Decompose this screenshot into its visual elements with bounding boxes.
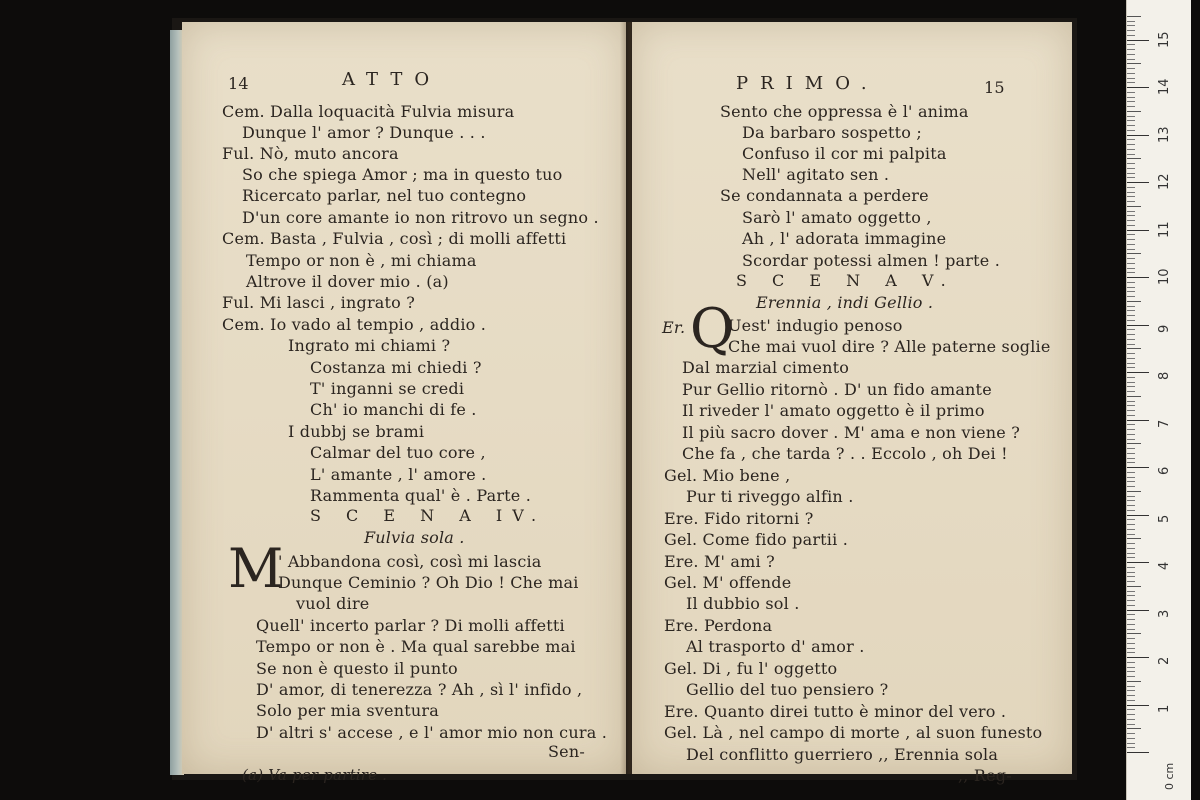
ruler-tick bbox=[1127, 472, 1135, 473]
text-line: Rammenta qual' è . Parte . bbox=[310, 486, 532, 505]
ruler-tick bbox=[1127, 695, 1135, 696]
ruler-tick bbox=[1127, 553, 1135, 554]
ruler-tick bbox=[1127, 510, 1135, 511]
ruler-tick bbox=[1127, 477, 1135, 478]
ruler-number: 3 bbox=[1157, 609, 1172, 618]
drop-capital: Q bbox=[690, 297, 735, 360]
ruler-tick bbox=[1127, 538, 1141, 539]
ruler-tick bbox=[1127, 662, 1135, 663]
ruler-number: 1 bbox=[1157, 704, 1172, 713]
text-line: Tempo or non è , mi chiama bbox=[246, 251, 477, 270]
ruler-tick bbox=[1127, 168, 1135, 169]
ruler-tick bbox=[1127, 82, 1135, 83]
ruler-tick bbox=[1127, 225, 1135, 226]
ruler-tick bbox=[1127, 515, 1149, 516]
ruler-tick bbox=[1127, 424, 1135, 425]
text-line: Del conflitto guerriero ,, Erennia sola bbox=[686, 745, 999, 764]
ruler-tick bbox=[1127, 239, 1135, 240]
ruler-tick bbox=[1127, 234, 1135, 235]
ruler-tick bbox=[1127, 348, 1141, 349]
text-line: L' amante , l' amore . bbox=[310, 465, 487, 484]
ruler-number: 7 bbox=[1157, 419, 1172, 428]
ruler-tick bbox=[1127, 101, 1135, 102]
text-line: Gel. Là , nel campo di morte , al suon funesto bbox=[664, 723, 1043, 742]
ruler-tick bbox=[1127, 567, 1135, 568]
ruler-number: 8 bbox=[1157, 371, 1172, 380]
ruler-number: 10 bbox=[1157, 268, 1172, 285]
catchword: ,, Reg- bbox=[958, 766, 1012, 785]
ruler-tick bbox=[1127, 534, 1135, 535]
text-line: Dunque l' amor ? Dunque . . . bbox=[242, 123, 486, 142]
ruler-tick bbox=[1127, 686, 1135, 687]
ruler-tick bbox=[1127, 125, 1135, 126]
text-line: Gel. Mio bene , bbox=[664, 466, 791, 485]
text-line: Solo per mia sventura bbox=[256, 701, 439, 720]
ruler-tick bbox=[1127, 548, 1135, 549]
ruler-tick bbox=[1127, 671, 1135, 672]
text-line: So che spiega Amor ; ma in questo tuo bbox=[242, 165, 563, 184]
ruler-tick bbox=[1127, 529, 1135, 530]
ruler-tick bbox=[1127, 40, 1149, 41]
ruler-number: 15 bbox=[1157, 30, 1172, 48]
ruler-tick bbox=[1127, 358, 1135, 359]
ruler-tick bbox=[1127, 87, 1149, 88]
ruler-tick bbox=[1127, 467, 1149, 468]
text-line: Se condannata a perdere bbox=[720, 186, 929, 205]
ruler-tick bbox=[1127, 614, 1135, 615]
ruler-tick bbox=[1127, 453, 1135, 454]
ruler-tick bbox=[1127, 690, 1135, 691]
ruler-tick bbox=[1127, 367, 1135, 368]
ruler-tick bbox=[1127, 220, 1135, 221]
text-line: Pur ti riveggo alfin . bbox=[686, 487, 854, 506]
ruler-tick bbox=[1127, 415, 1135, 416]
ruler-tick bbox=[1127, 272, 1135, 273]
ruler-tick bbox=[1127, 752, 1149, 753]
text-line: Ingrato mi chiami ? bbox=[288, 336, 451, 355]
ruler-tick bbox=[1127, 562, 1149, 563]
ruler-tick bbox=[1127, 681, 1141, 682]
ruler-number: 13 bbox=[1157, 125, 1172, 143]
ruler-tick bbox=[1127, 163, 1135, 164]
text-line: Ful. Mi lasci , ingrato ? bbox=[222, 293, 416, 312]
ruler-tick bbox=[1127, 144, 1135, 145]
ruler-tick bbox=[1127, 154, 1135, 155]
ruler-tick bbox=[1127, 139, 1135, 140]
ruler-tick bbox=[1127, 738, 1135, 739]
ruler-tick bbox=[1127, 296, 1135, 297]
ruler-number: 12 bbox=[1157, 173, 1172, 190]
ruler-tick bbox=[1127, 724, 1135, 725]
ruler-tick bbox=[1127, 201, 1135, 202]
text-line: Costanza mi chiedi ? bbox=[310, 358, 482, 377]
text-line: Ricercato parlar, nel tuo contegno bbox=[242, 186, 527, 205]
ruler-tick bbox=[1127, 363, 1135, 364]
catchword: Sen- bbox=[548, 742, 585, 761]
ruler-tick bbox=[1127, 310, 1135, 311]
ruler-tick bbox=[1127, 595, 1135, 596]
ruler-tick bbox=[1127, 747, 1135, 748]
ruler-tick bbox=[1127, 320, 1135, 321]
ruler-tick bbox=[1127, 230, 1149, 231]
text-line: Cem. Io vado al tempio , addio . bbox=[222, 315, 487, 334]
text-line: vuol dire bbox=[296, 594, 370, 613]
ruler-tick bbox=[1127, 339, 1135, 340]
ruler-tick bbox=[1127, 68, 1135, 69]
text-line: ' Abbandona così, così mi lascia bbox=[278, 552, 542, 571]
ruler-tick bbox=[1127, 619, 1135, 620]
text-line: Altrove il dover mio . (a) bbox=[246, 272, 449, 291]
ruler-tick bbox=[1127, 714, 1135, 715]
ruler-tick bbox=[1127, 211, 1135, 212]
ruler-tick bbox=[1127, 120, 1135, 121]
text-line: Il più sacro dover . M' ama e non viene ? bbox=[682, 423, 1020, 442]
text-line: Se non è questo il punto bbox=[256, 659, 458, 678]
ruler-tick bbox=[1127, 610, 1149, 611]
scene-characters: Fulvia sola . bbox=[364, 528, 465, 547]
ruler-tick bbox=[1127, 462, 1135, 463]
ruler-tick bbox=[1127, 401, 1135, 402]
ruler-tick bbox=[1127, 519, 1135, 520]
ruler-tick bbox=[1127, 192, 1135, 193]
ruler-tick bbox=[1127, 439, 1135, 440]
ruler-tick bbox=[1127, 35, 1135, 36]
ruler-tick bbox=[1127, 215, 1135, 216]
ruler-tick bbox=[1127, 196, 1135, 197]
text-line: T' inganni se credi bbox=[310, 379, 465, 398]
ruler-tick bbox=[1127, 728, 1141, 729]
ruler-tick bbox=[1127, 21, 1135, 22]
text-line: Gel. Di , fu l' oggetto bbox=[664, 659, 838, 678]
text-line: Da barbaro sospetto ; bbox=[742, 123, 922, 142]
scene-heading: S C E N A IV. bbox=[310, 506, 547, 525]
measuring-ruler bbox=[1126, 0, 1191, 800]
ruler-tick bbox=[1127, 496, 1135, 497]
ruler-tick bbox=[1127, 405, 1135, 406]
ruler-tick bbox=[1127, 106, 1135, 107]
ruler-tick bbox=[1127, 92, 1135, 93]
ruler-tick bbox=[1127, 386, 1135, 387]
ruler-tick bbox=[1127, 59, 1135, 60]
ruler-tick bbox=[1127, 344, 1135, 345]
ruler-tick bbox=[1127, 486, 1135, 487]
ruler-tick bbox=[1127, 605, 1135, 606]
text-line: Sarò l' amato oggetto , bbox=[742, 208, 932, 227]
text-line: Cem. Basta , Fulvia , così ; di molli affetti bbox=[222, 229, 567, 248]
ruler-tick bbox=[1127, 633, 1141, 634]
ruler-tick bbox=[1127, 429, 1135, 430]
ruler-tick bbox=[1127, 600, 1135, 601]
ruler-tick bbox=[1127, 206, 1141, 207]
ruler-number: 2 bbox=[1157, 656, 1172, 665]
ruler-tick bbox=[1127, 377, 1135, 378]
ruler-tick bbox=[1127, 135, 1149, 136]
ruler-tick bbox=[1127, 733, 1135, 734]
text-line: Ful. Nò, muto ancora bbox=[222, 144, 399, 163]
ruler-tick bbox=[1127, 158, 1141, 159]
ruler-tick bbox=[1127, 643, 1135, 644]
ruler-tick bbox=[1127, 116, 1135, 117]
ruler-tick bbox=[1127, 443, 1141, 444]
ruler-tick bbox=[1127, 700, 1135, 701]
ruler-tick bbox=[1127, 173, 1135, 174]
ruler-tick bbox=[1127, 25, 1135, 26]
text-line: Quell' incerto parlar ? Di molli affetti bbox=[256, 616, 565, 635]
ruler-tick bbox=[1127, 572, 1135, 573]
ruler-tick bbox=[1127, 524, 1135, 525]
ruler-tick bbox=[1127, 149, 1135, 150]
ruler-tick bbox=[1127, 657, 1149, 658]
text-line: Gellio del tuo pensiero ? bbox=[686, 680, 889, 699]
text-line: Al trasporto d' amor . bbox=[686, 637, 865, 656]
ruler-number: 4 bbox=[1157, 561, 1172, 570]
ruler-tick bbox=[1127, 282, 1135, 283]
ruler-tick bbox=[1127, 505, 1135, 506]
ruler-tick bbox=[1127, 709, 1135, 710]
text-line: Gel. M' offende bbox=[664, 573, 792, 592]
text-line: Che mai vuol dire ? Alle paterne soglie bbox=[728, 337, 1051, 356]
ruler-tick bbox=[1127, 268, 1135, 269]
ruler-tick bbox=[1127, 382, 1135, 383]
text-line: Dunque Ceminio ? Oh Dio ! Che mai bbox=[278, 573, 579, 592]
ruler-tick bbox=[1127, 629, 1135, 630]
text-line: Sento che oppressa è l' anima bbox=[720, 102, 969, 121]
ruler-tick bbox=[1127, 557, 1135, 558]
ruler-tick bbox=[1127, 329, 1135, 330]
ruler-number: 11 bbox=[1157, 220, 1172, 238]
page-number: 15 bbox=[984, 78, 1005, 97]
page-number: 14 bbox=[228, 74, 249, 93]
text-line: Che fa , che tarda ? . . Eccolo , oh Dei ! bbox=[682, 444, 1008, 463]
text-line: Ch' io manchi di fe . bbox=[310, 400, 477, 419]
ruler-tick bbox=[1127, 249, 1135, 250]
ruler-tick bbox=[1127, 49, 1135, 50]
text-line: D' amor, di tenerezza ? Ah , sì l' infido , bbox=[256, 680, 583, 699]
ruler-tick bbox=[1127, 434, 1135, 435]
ruler-unit-label: 0 cm bbox=[1163, 762, 1176, 790]
ruler-tick bbox=[1127, 743, 1135, 744]
text-line: Il riveder l' amato oggetto è il primo bbox=[682, 401, 985, 420]
text-line: Cem. Dalla loquacità Fulvia misura bbox=[222, 102, 515, 121]
ruler-tick bbox=[1127, 277, 1149, 278]
speaker-label: Er. bbox=[662, 318, 686, 337]
ruler-tick bbox=[1127, 410, 1135, 411]
footnote: (a) Va per partire . bbox=[242, 766, 388, 784]
ruler-tick bbox=[1127, 458, 1135, 459]
ruler-tick bbox=[1127, 543, 1135, 544]
ruler-tick bbox=[1127, 420, 1149, 421]
text-line: Ere. Fido ritorni ? bbox=[664, 509, 814, 528]
text-line: Gel. Come fido partii . bbox=[664, 530, 849, 549]
ruler-tick bbox=[1127, 481, 1135, 482]
right-page bbox=[632, 22, 1072, 785]
ruler-tick bbox=[1127, 591, 1135, 592]
ruler-tick bbox=[1127, 500, 1135, 501]
text-line: Ah , l' adorata immagine bbox=[742, 229, 947, 248]
ruler-tick bbox=[1127, 676, 1135, 677]
ruler-number: 14 bbox=[1157, 78, 1172, 95]
ruler-tick bbox=[1127, 258, 1135, 259]
ruler-tick bbox=[1127, 491, 1141, 492]
text-line: Ere. M' ami ? bbox=[664, 552, 775, 571]
ruler-tick bbox=[1127, 315, 1135, 316]
left-page bbox=[182, 22, 626, 784]
ruler-tick bbox=[1127, 44, 1135, 45]
ruler-tick bbox=[1127, 334, 1135, 335]
ruler-tick bbox=[1127, 648, 1135, 649]
text-line: Tempo or non è . Ma qual sarebbe mai bbox=[256, 637, 576, 656]
running-head: PRIMO. bbox=[736, 73, 879, 94]
ruler-tick bbox=[1127, 253, 1141, 254]
ruler-tick bbox=[1127, 182, 1149, 183]
text-line: Calmar del tuo core , bbox=[310, 443, 486, 462]
ruler-tick bbox=[1127, 306, 1135, 307]
ruler-tick bbox=[1127, 301, 1141, 302]
text-line: Confuso il cor mi palpita bbox=[742, 144, 947, 163]
text-line: Scordar potessi almen ! parte . bbox=[742, 251, 1001, 270]
ruler-tick bbox=[1127, 638, 1135, 639]
ruler-number: 5 bbox=[1157, 514, 1172, 523]
ruler-tick bbox=[1127, 586, 1141, 587]
text-line: D' altri s' accese , e l' amor mio non cura . bbox=[256, 723, 608, 742]
text-line: Ere. Perdona bbox=[664, 616, 773, 635]
ruler-tick bbox=[1127, 448, 1135, 449]
ruler-tick bbox=[1127, 667, 1135, 668]
ruler-tick bbox=[1127, 63, 1141, 64]
ruler-tick bbox=[1127, 54, 1135, 55]
ruler-tick bbox=[1127, 130, 1135, 131]
ruler-tick bbox=[1127, 97, 1135, 98]
ruler-tick bbox=[1127, 581, 1135, 582]
ruler-tick bbox=[1127, 391, 1135, 392]
ruler-tick bbox=[1127, 16, 1141, 17]
text-line: I dubbj se brami bbox=[288, 422, 425, 441]
ruler-number: 6 bbox=[1157, 466, 1172, 475]
scene-heading: S C E N A V. bbox=[736, 271, 956, 290]
text-line: Uest' indugio penoso bbox=[728, 316, 903, 335]
ruler-tick bbox=[1127, 78, 1135, 79]
ruler-tick bbox=[1127, 263, 1135, 264]
ruler-tick bbox=[1127, 372, 1149, 373]
text-line: D'un core amante io non ritrovo un segno . bbox=[242, 208, 599, 227]
ruler-tick bbox=[1127, 291, 1135, 292]
ruler-tick bbox=[1127, 576, 1135, 577]
ruler-tick bbox=[1127, 73, 1135, 74]
text-line: Dal marzial cimento bbox=[682, 358, 850, 377]
text-line: Pur Gellio ritornò . D' un fido amante bbox=[682, 380, 992, 399]
ruler-tick bbox=[1127, 652, 1135, 653]
text-line: Il dubbio sol . bbox=[686, 594, 800, 613]
ruler-tick bbox=[1127, 624, 1135, 625]
running-head: ATTO bbox=[342, 69, 442, 90]
ruler-tick bbox=[1127, 325, 1149, 326]
ruler-tick bbox=[1127, 705, 1149, 706]
ruler-tick bbox=[1127, 177, 1135, 178]
ruler-number: 9 bbox=[1157, 324, 1172, 333]
text-line: Ere. Quanto direi tutto è minor del vero . bbox=[664, 702, 1007, 721]
ruler-tick bbox=[1127, 111, 1141, 112]
drop-capital: M bbox=[228, 537, 284, 600]
ruler-tick bbox=[1127, 187, 1135, 188]
ruler-tick bbox=[1127, 30, 1135, 31]
ruler-tick bbox=[1127, 244, 1135, 245]
ruler-tick bbox=[1127, 719, 1135, 720]
ruler-tick bbox=[1127, 396, 1141, 397]
scene-characters: Erennia , indi Gellio . bbox=[756, 293, 934, 312]
ruler-tick bbox=[1127, 353, 1135, 354]
ruler-tick bbox=[1127, 287, 1135, 288]
text-line: Nell' agitato sen . bbox=[742, 165, 890, 184]
